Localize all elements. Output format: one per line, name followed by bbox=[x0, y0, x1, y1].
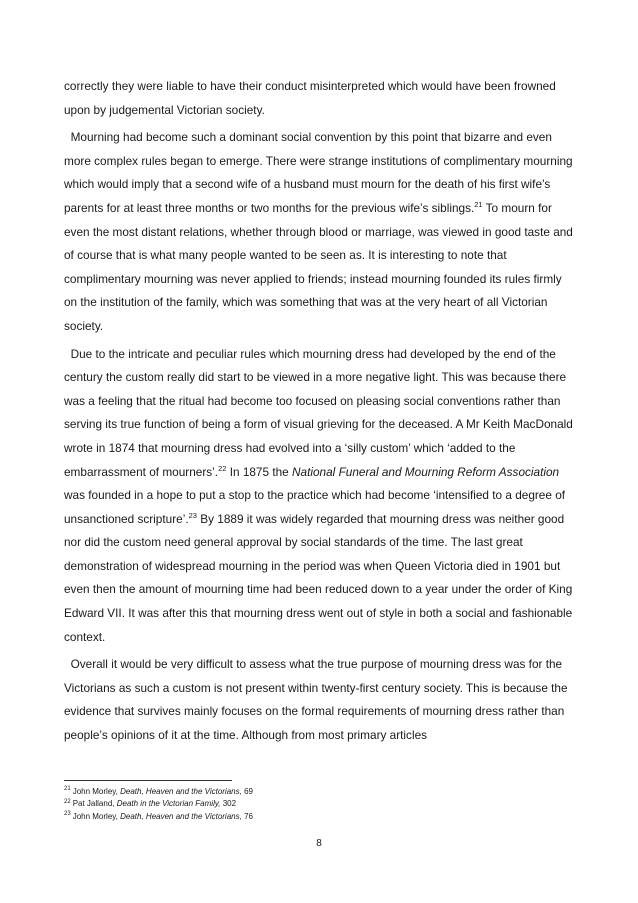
footnote-title: Death, Heaven and the Victorians, bbox=[120, 787, 242, 796]
paragraph-3 bbox=[64, 343, 578, 650]
footnote-separator bbox=[64, 780, 232, 781]
footnote-page: 69 bbox=[241, 787, 253, 796]
paragraph-text: correctly they were liable to have their conduct misinterpreted which would have been frowned upon by judgemental Victorian society. bbox=[64, 79, 556, 117]
paragraph-text: Overall it would be very difficult to assess what the true purpose of mourning dress was for the Victorians as such a custom is not present within twenty-first century society. This is because the evidence that survives mainly focuses on the formal requirements of mourning dress rather than people’s opinions of it at the time. Although from most primary articles bbox=[64, 657, 568, 743]
footnote-23 bbox=[64, 811, 564, 823]
paragraph-text: was founded in a hope to put a stop to the practice which had become ‘intensified to a degree of unsanctioned scripture’. bbox=[64, 488, 566, 526]
footnote-author: Pat Jalland, bbox=[72, 799, 117, 809]
footnote-page: 76 bbox=[241, 811, 253, 821]
footnote-reference: 22 bbox=[218, 463, 227, 473]
footnote-21 bbox=[64, 786, 564, 798]
footnote-number: 21 bbox=[64, 786, 71, 793]
footnote-page: 302 bbox=[220, 799, 237, 809]
footnote-number: 23 bbox=[64, 811, 71, 818]
footnote-22 bbox=[64, 798, 564, 810]
paragraph-4 bbox=[64, 653, 578, 747]
footnote-author: John Morley, bbox=[72, 811, 121, 821]
footnote-title: Death in the Victorian Family, bbox=[116, 799, 221, 809]
footnote-reference: 23 bbox=[188, 510, 197, 520]
footnote-author: John Morley, bbox=[72, 787, 121, 796]
footnotes bbox=[64, 786, 564, 823]
body-text bbox=[64, 75, 578, 748]
italic-text: National Funeral and Mourning Reform Association bbox=[292, 464, 560, 479]
footnote-reference: 21 bbox=[474, 200, 483, 210]
paragraph-1 bbox=[64, 75, 578, 122]
footnote-title: Death, Heaven and the Victorians, bbox=[120, 811, 242, 821]
paragraph-text: Due to the intricate and peculiar rules which mourning dress had developed by the end of the century the custom really did start to be viewed in a more negative light. This was because there was a feeling that the ritual had become too focused on pleasing social conventions rather than serving its true function of being a form of visual grieving for the deceased. A Mr Keith MacDonald wrote in 1874 that mourning dress had evolved into a ‘silly custom’ which ‘added to the embarrassment of mourners’. bbox=[64, 346, 573, 479]
paragraph-text: In 1875 the bbox=[226, 464, 293, 479]
page-number: 8 bbox=[316, 838, 322, 849]
paragraph-text: To mourn for even the most distant relations, whether through blood or marriage, was viewed in good taste and of course that is what many people wanted to be seen as. It is interesting to note that complimentary mourning was never applied to friends; instead mourning founded its rules firmly on the institution of the family, which was something that was at the very heart of all Victorian society. bbox=[64, 200, 573, 333]
footnote-number: 22 bbox=[64, 798, 71, 805]
paragraph-text: Mourning had become such a dominant social convention by this point that bizarre and even more complex rules began to emerge. There were strange institutions of complimentary mourning which would imply that a second wife of a husband must mourn for the death of his first wife’s parents for at least three months or two months for the previous wife’s siblings. bbox=[64, 130, 573, 215]
paragraph-text: By 1889 it was widely regarded that mourning dress was neither good nor did the custom need general approval by social standards of the time. The last great demonstration of widespread mourning in the period was when Queen Victoria died in 1901 but even then the amount of mourning time had been reduced down to a year under the order of King Edward VII. It was after this that mourning dress went out of style in both a social and fashionable context. bbox=[64, 511, 573, 644]
paragraph-2 bbox=[64, 126, 578, 338]
